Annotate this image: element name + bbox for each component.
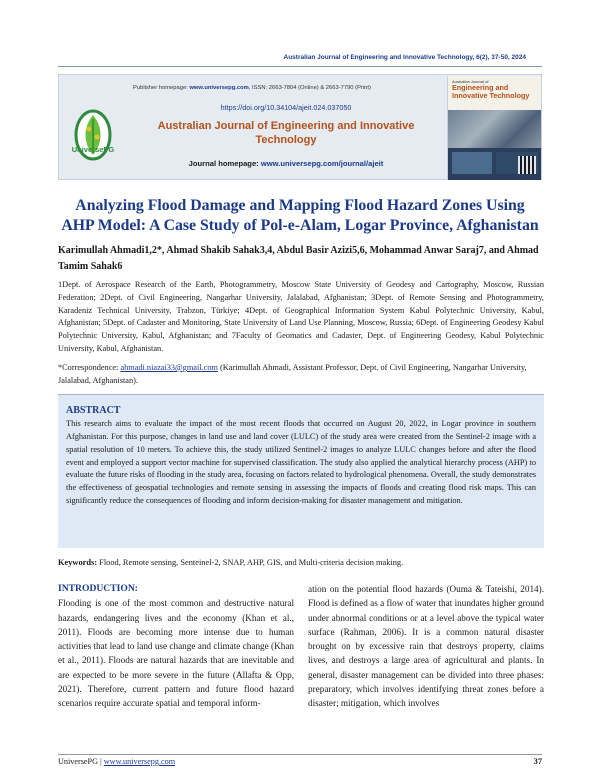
publisher-prefix: Publisher homepage: [133, 85, 190, 91]
cover-title: Engineering and Innovative Technology [452, 83, 530, 100]
article-title: Analyzing Flood Damage and Mapping Flood Hazard Zones Using AHP Model: A Case Study of Pol-e-Alam, Logar Province, Afghanistan [61, 197, 539, 234]
footer-link[interactable]: www.universepg.com [103, 757, 176, 766]
footer-brand [58, 757, 175, 766]
journal-title: Australian Journal of Engineering and Innovative Technology [157, 120, 415, 146]
intro-heading: INTRODUCTION: [58, 583, 138, 594]
homepage-link[interactable]: www.universepg.com/journal/ajeit [260, 159, 384, 168]
keywords [58, 558, 544, 567]
correspondence-details: (Karimullah Ahmadi, Assistant Professor, Dept. of Civil Engineering, Nangarhar University, Jalalabad, Afghanistan). [58, 363, 527, 385]
author-list: Karimullah Ahmadi1,2*, Ahmad Shakib Sahak3,4, Abdul Basir Azizi5,6, Mohammad Anwar Saraj7, and Ahmad Tamim Sahak6 [58, 245, 539, 272]
affiliations: 1Dept. of Aerospace Research of the Earth, Photogrammetry, Moscow State University of Geodesy and Cartography, Moscow, Russian Federation; 2Dept. of Civil Engineering, Nangarhar University, Jalalabad, Afghanistan; 3Dept. of Remote Sensing and Photogrammetry, Karadeniz Technical University, Trabzon, Türkiye; 4Dept. of Geographical Information System Kabul Polytechnic University, Kabul, Afghanistan; 5Dept. of Cadaster and Monitoring, State University of Land Use Planning, Moscow, Russia; 6Dept. of Engineering Geodesy Kabul Polytechnic University, Kabul, Afghanistan; and 7Faculty of Geomatics and Cadaster, Dept. of Engineering Geodesy, Kabul Polytechnic University, Kabul, Afghanistan. [58, 280, 544, 353]
journal-cover-image [447, 76, 541, 180]
abstract-box [58, 394, 544, 548]
footer-rule [58, 754, 542, 755]
correspondence [58, 362, 544, 388]
universepg-logo-icon [67, 99, 119, 171]
abstract-text: This research aims to evaluate the impact of the most recent floods that occurred on August 20, 2022, in Logar province in southern Afghanistan. For this purpose, changes in land use and land cover (LULC) of the study area were created from the Sentinel-2 image with a spatial resolution of 10 meters. To achieve this, the study utilized Sentinel-2 images to analyze LULC changes before and after the flood event and employed a support vector machine for supervised classification. The study also applied the analytical hierarchy process (AHP) to evaluate the future risks of flooding in the study area, focusing on factors related to hydrological phenomena. Overall, the study demonstrates the effectiveness of geospatial technologies and remote sensing in assessing the impacts of floods and creating flood risk maps. This can significantly reduce the consequences of flooding and inform decision-making for disaster management and mitigation. [66, 419, 536, 506]
page-number: 37 [533, 757, 542, 766]
intro-right-column [308, 582, 544, 711]
publisher-link[interactable]: www.universepg.com [189, 85, 249, 91]
intro-right-text: ation on the potential flood hazards (Ouma & Tateishi, 2014). Flood is defined as a flow of water that inundates higher ground under abnormal conditions or at a level above the typical water surface (Rahman, 2006). It is a common natural disaster brought on by excessive rain that destroys property, claims lives, and destroys a large area of agricultural and plants. In general, disaster management can be divided into three phases: preparatory, which involves identifying threat zones before a disaster; mitigation, which involves [308, 584, 544, 709]
keywords-list: Flood, Remote sensing, Senteinel-2, SNAP, AHP, GIS, and Multi-criteria decision making. [97, 558, 404, 567]
journal-banner [58, 74, 542, 180]
issn-text: , ISSN: 2663-7804 (Online) & 2663-7790 (Print) [248, 85, 371, 91]
cover-small-text: Australian Journal of [452, 79, 489, 84]
running-head: Australian Journal of Engineering and Innovative Technology, 6(2), 37-50, 2024 [283, 54, 526, 61]
correspondence-label: *Correspondence: [58, 363, 121, 372]
intro-left-column [58, 582, 294, 711]
header-rule [58, 66, 542, 67]
cover-photo-small [452, 152, 492, 174]
doi-link[interactable]: https://doi.org/10.34104/ajeit.024.037050 [220, 103, 352, 112]
correspondence-email-link[interactable]: ahmadi.niazai33@gmail.com [120, 363, 218, 372]
footer-brand-text: UniversePG | [58, 757, 104, 766]
cover-photo [448, 110, 541, 148]
publisher-line [133, 85, 433, 91]
journal-homepage [133, 159, 439, 168]
homepage-label: Journal homepage: [188, 159, 261, 168]
qr-code-icon [518, 156, 536, 174]
logo-text: UniversePG [71, 145, 115, 154]
abstract-heading: ABSTRACT [66, 405, 121, 416]
intro-left-text: Flooding is one of the most common and destructive natural hazards, endangering lives and the economy (Khan et al., 2011). Floods are becoming more intense due to human activities that lead to land use change and climate change (Khan et al., 2011). Floods are natural hazards that are inevitable and are expected to be more severe in the future (Allafta & Opp, 2021). Therefore, current pattern and future flood hazard scenarios require accurate spatial and temporal inform- [58, 598, 294, 709]
keywords-label: Keywords: [58, 558, 98, 567]
